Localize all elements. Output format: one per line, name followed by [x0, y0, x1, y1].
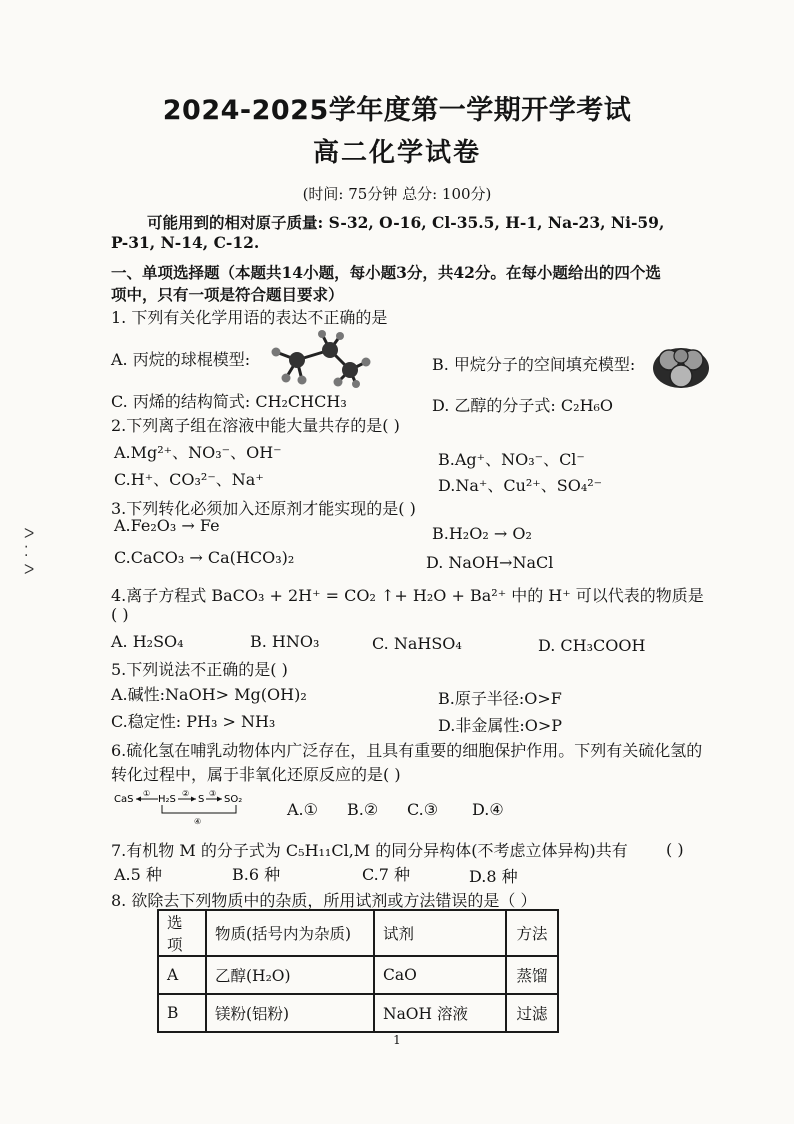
table-header-row: [158, 910, 558, 956]
scheme-s: S: [198, 794, 205, 805]
table-header-cell: 试剂: [374, 910, 506, 956]
question-6-option-d: D.④: [472, 800, 504, 819]
scheme-so2: SO₂: [224, 794, 243, 805]
question-5-option-b: B.原子半径:O>F: [438, 689, 562, 708]
table-row: [158, 994, 558, 1032]
sulfur-transformation-scheme: [112, 787, 252, 825]
table-cell: 乙醇(H₂O): [206, 956, 374, 994]
table-cell: NaOH 溶液: [374, 994, 506, 1032]
scheme-step-4: ④: [194, 817, 202, 825]
question-4-option-b: B. HNO₃: [250, 632, 320, 651]
question-8-stem: 8. 欲除去下列物质中的杂质，所用试剂或方法错误的是（ ）: [111, 891, 537, 910]
question-2-option-d: D.Na⁺、Cu²⁺、SO₄²⁻: [438, 476, 603, 495]
exam-title: 2024-2025学年度第一学期开学考试: [162, 95, 632, 126]
question-3-option-c: C.CaCO₃ → Ca(HCO₃)₂: [114, 548, 295, 567]
question-5-option-d: D.非金属性:O>P: [438, 716, 563, 735]
table-header-cell: 选项: [158, 910, 206, 956]
exam-subtitle: 高二化学试卷: [312, 138, 481, 168]
table-header-cell: 方法: [506, 910, 558, 956]
question-6-option-b: B.②: [347, 800, 379, 819]
question-6-option-c: C.③: [407, 800, 439, 819]
margin-mark: ᐳ ⁚ ᐳ: [24, 526, 35, 578]
question-7-stem: 7.有机物 M 的分子式为 C₅H₁₁Cl,M 的同分异构体(不考虑立体异构)共有: [111, 841, 628, 860]
question-6-stem-line1: 6.硫化氢在哺乳动物体内广泛存在，且具有重要的细胞保护作用。下列有关硫化氢的: [111, 741, 703, 760]
question-8-table: [157, 909, 559, 1033]
question-3-option-a: A.Fe₂O₃ → Fe: [114, 516, 220, 535]
question-2-stem: 2.下列离子组在溶液中能大量共存的是( ): [111, 416, 400, 435]
question-3-option-d: D. NaOH→NaCl: [426, 553, 554, 572]
table-cell: CaO: [374, 956, 506, 994]
question-2-option-b: B.Ag⁺、NO₃⁻、Cl⁻: [438, 450, 585, 469]
question-5-stem: 5.下列说法不正确的是( ): [111, 660, 288, 679]
methane-space-filling-model-icon: [650, 344, 712, 390]
question-3-stem: 3.下列转化必须加入还原剂才能实现的是( ): [111, 499, 416, 518]
scheme-step-1: ①: [143, 789, 151, 798]
table-cell: A: [158, 956, 206, 994]
question-5-option-a: A.碱性:NaOH> Mg(OH)₂: [111, 685, 307, 704]
table-header-cell: 物质(括号内为杂质): [206, 910, 374, 956]
question-5-option-c: C.稳定性: PH₃ > NH₃: [111, 712, 276, 731]
question-4-stem: 4.离子方程式 BaCO₃ + 2H⁺ = CO₂ ↑+ H₂O + Ba²⁺ 中的 H⁺ 可以代表的物质是: [111, 586, 704, 605]
question-4-option-a: A. H₂SO₄: [111, 632, 184, 651]
question-6-stem-line2: 转化过程中，属于非氧化还原反应的是( ): [111, 765, 401, 784]
page-number: 1: [393, 1033, 401, 1047]
propane-ball-stick-model-icon: [262, 330, 372, 388]
question-7-paren: ( ): [666, 840, 684, 859]
question-7-option-c: C.7 种: [362, 865, 411, 884]
question-7-option-b: B.6 种: [232, 865, 281, 884]
atomic-mass-line1: 可能用到的相对原子质量: S-32, O-16, Cl-35.5, H-1, Na-23, Ni-59,: [147, 213, 665, 232]
scheme-step-3: ③: [209, 789, 217, 798]
atomic-mass-line2: P-31, N-14, C-12.: [111, 233, 260, 252]
question-2-option-a: A.Mg²⁺、NO₃⁻、OH⁻: [114, 443, 282, 462]
question-4-paren: ( ): [111, 605, 129, 624]
question-1-option-c: C. 丙烯的结构简式: CH₂CHCH₃: [111, 392, 347, 411]
question-7-option-a: A.5 种: [114, 865, 162, 884]
table-cell: 镁粉(铝粉): [206, 994, 374, 1032]
section-heading-line2: 项中，只有一项是符合题目要求）: [111, 285, 344, 304]
table-row: [158, 956, 558, 994]
question-1-option-a: A. 丙烷的球棍模型:: [111, 350, 251, 369]
question-4-option-d: D. CH₃COOH: [538, 636, 646, 655]
scheme-h2s: H₂S: [158, 794, 176, 805]
table-cell: 过滤: [506, 994, 558, 1032]
question-3-option-b: B.H₂O₂ → O₂: [432, 524, 532, 543]
table-cell: 蒸馏: [506, 956, 558, 994]
scheme-cas: CaS: [114, 794, 134, 805]
table-cell: B: [158, 994, 206, 1032]
question-6-option-a: A.①: [287, 800, 318, 819]
exam-info: (时间: 75分钟 总分: 100分): [302, 185, 492, 203]
question-2-option-c: C.H⁺、CO₃²⁻、Na⁺: [114, 470, 264, 489]
section-heading-line1: 一、单项选择题（本题共14小题，每小题3分，共42分。在每小题给出的四个选: [111, 263, 661, 282]
question-4-option-c: C. NaHSO₄: [372, 634, 462, 653]
question-1-stem: 1. 下列有关化学用语的表达不正确的是: [111, 308, 388, 327]
question-1-option-b: B. 甲烷分子的空间填充模型:: [432, 355, 636, 374]
scheme-step-2: ②: [182, 789, 190, 798]
question-1-option-d: D. 乙醇的分子式: C₂H₆O: [432, 396, 614, 415]
question-7-option-d: D.8 种: [469, 867, 518, 886]
